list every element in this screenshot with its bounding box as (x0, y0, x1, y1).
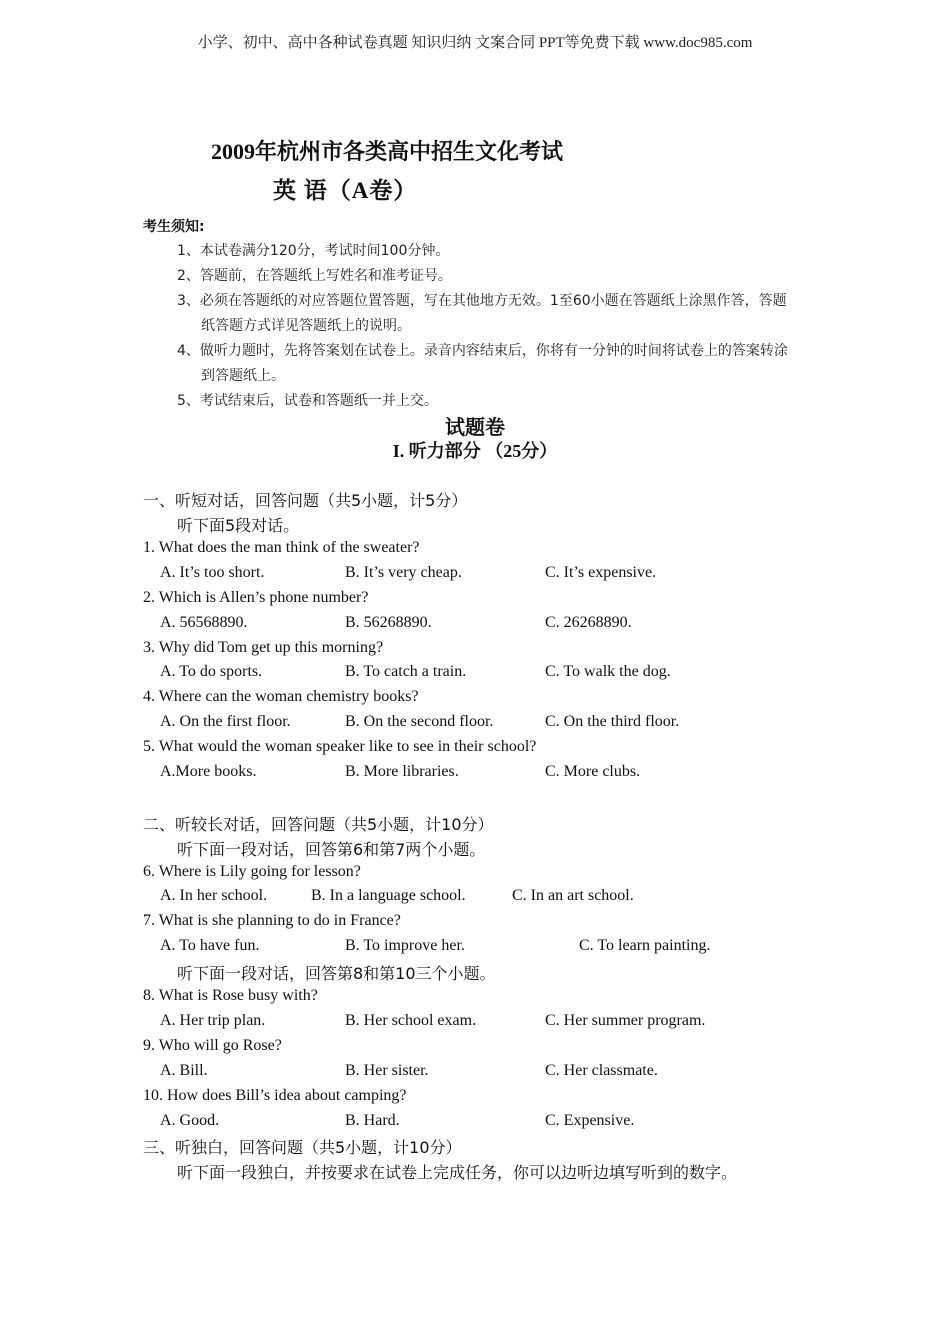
option-b: B. Her sister. (345, 1062, 429, 1079)
notice-item: 4、做听力题时，先将答案划在试卷上。录音内容结束后，你将有一分钟的时间将试卷上的答案转涂 (177, 343, 788, 359)
option-c: C. It’s expensive. (545, 564, 657, 581)
option-a: A. On the first floor. (160, 713, 291, 730)
page-header-banner: 小学、初中、高中各种试卷真题 知识归纳 文案合同 PPT等免费下载 www.doc985.com (197, 35, 753, 51)
question-4: 4. Where can the woman chemistry books? (143, 688, 419, 705)
option-c: C. Expensive. (545, 1112, 635, 1129)
option-a: A. 56568890. (160, 614, 248, 631)
notice-item-continued: 纸答题方式详见答题纸上的说明。 (201, 318, 411, 334)
notice-heading: 考生须知: (143, 219, 205, 235)
option-c: C. 26268890. (545, 614, 632, 631)
option-b: B. To improve her. (345, 937, 465, 954)
option-b: B. Hard. (345, 1112, 400, 1129)
option-b: B. To catch a train. (345, 663, 467, 680)
option-c: C. Her classmate. (545, 1062, 658, 1079)
notice-item-continued: 到答题纸上。 (201, 368, 285, 384)
notice-item: 5、考试结束后，试卷和答题纸一并上交。 (177, 393, 438, 409)
notice-item: 3、必须在答题纸的对应答题位置答题，写在其他地方无效。1至60小题在答题纸上涂黑作答，答题 (177, 293, 787, 309)
section-3-title: 三、听独白，回答问题（共5小题，计10分） (143, 1138, 462, 1157)
notice-item: 2、答题前，在答题纸上写姓名和准考证号。 (177, 268, 452, 284)
section-2-instruction: 听下面一段对话，回答第6和第7两个小题。 (177, 840, 486, 859)
question-3: 3. Why did Tom get up this morning? (143, 639, 384, 656)
question-8: 8. What is Rose busy with? (143, 987, 318, 1004)
section-1-title: 一、听短对话，回答问题（共5小题，计5分） (143, 491, 468, 510)
section-2-instruction: 听下面一段对话，回答第8和第10三个小题。 (177, 964, 496, 983)
question-6: 6. Where is Lily going for lesson? (143, 863, 361, 880)
option-c: C. On the third floor. (545, 713, 680, 730)
option-a: A. To have fun. (160, 937, 260, 954)
section-2-title: 二、听较长对话，回答问题（共5小题，计10分） (143, 815, 494, 834)
option-c: C. To walk the dog. (545, 663, 671, 680)
option-a: A. Good. (160, 1112, 220, 1129)
option-b: B. It’s very cheap. (345, 564, 462, 581)
question-7: 7. What is she planning to do in France? (143, 912, 401, 929)
option-c: C. In an art school. (512, 887, 634, 904)
option-c: C. To learn painting. (579, 937, 711, 954)
paper-title: 试题卷 (445, 415, 505, 439)
question-5: 5. What would the woman speaker like to see in their school? (143, 738, 537, 755)
option-b: B. On the second floor. (345, 713, 494, 730)
option-b: B. Her school exam. (345, 1012, 477, 1029)
option-a: A. Her trip plan. (160, 1012, 266, 1029)
option-b: B. 56268890. (345, 614, 432, 631)
option-c: C. Her summer program. (545, 1012, 706, 1029)
part-title: I. 听力部分 （25分） (392, 441, 558, 461)
section-3-instruction: 听下面一段独白，并按要求在试卷上完成任务，你可以边听边填写听到的数字。 (177, 1163, 738, 1182)
exam-title: 2009年杭州市各类高中招生文化考试 (211, 139, 564, 164)
exam-subtitle: 英 语（A卷） (273, 178, 418, 203)
option-a: A. In her school. (160, 887, 268, 904)
question-2: 2. Which is Allen’s phone number? (143, 589, 369, 606)
section-1-instruction: 听下面5段对话。 (177, 516, 300, 535)
option-b: B. More libraries. (345, 763, 459, 780)
notice-item: 1、本试卷满分120分，考试时间100分钟。 (177, 243, 450, 259)
option-a: A. It’s too short. (160, 564, 265, 581)
option-a: A. To do sports. (160, 663, 263, 680)
option-a: A.More books. (160, 763, 257, 780)
option-b: B. In a language school. (311, 887, 466, 904)
question-10: 10. How does Bill’s idea about camping? (143, 1087, 407, 1104)
option-a: A. Bill. (160, 1062, 208, 1079)
question-1: 1. What does the man think of the sweater? (143, 539, 420, 556)
option-c: C. More clubs. (545, 763, 641, 780)
question-9: 9. Who will go Rose? (143, 1037, 282, 1054)
